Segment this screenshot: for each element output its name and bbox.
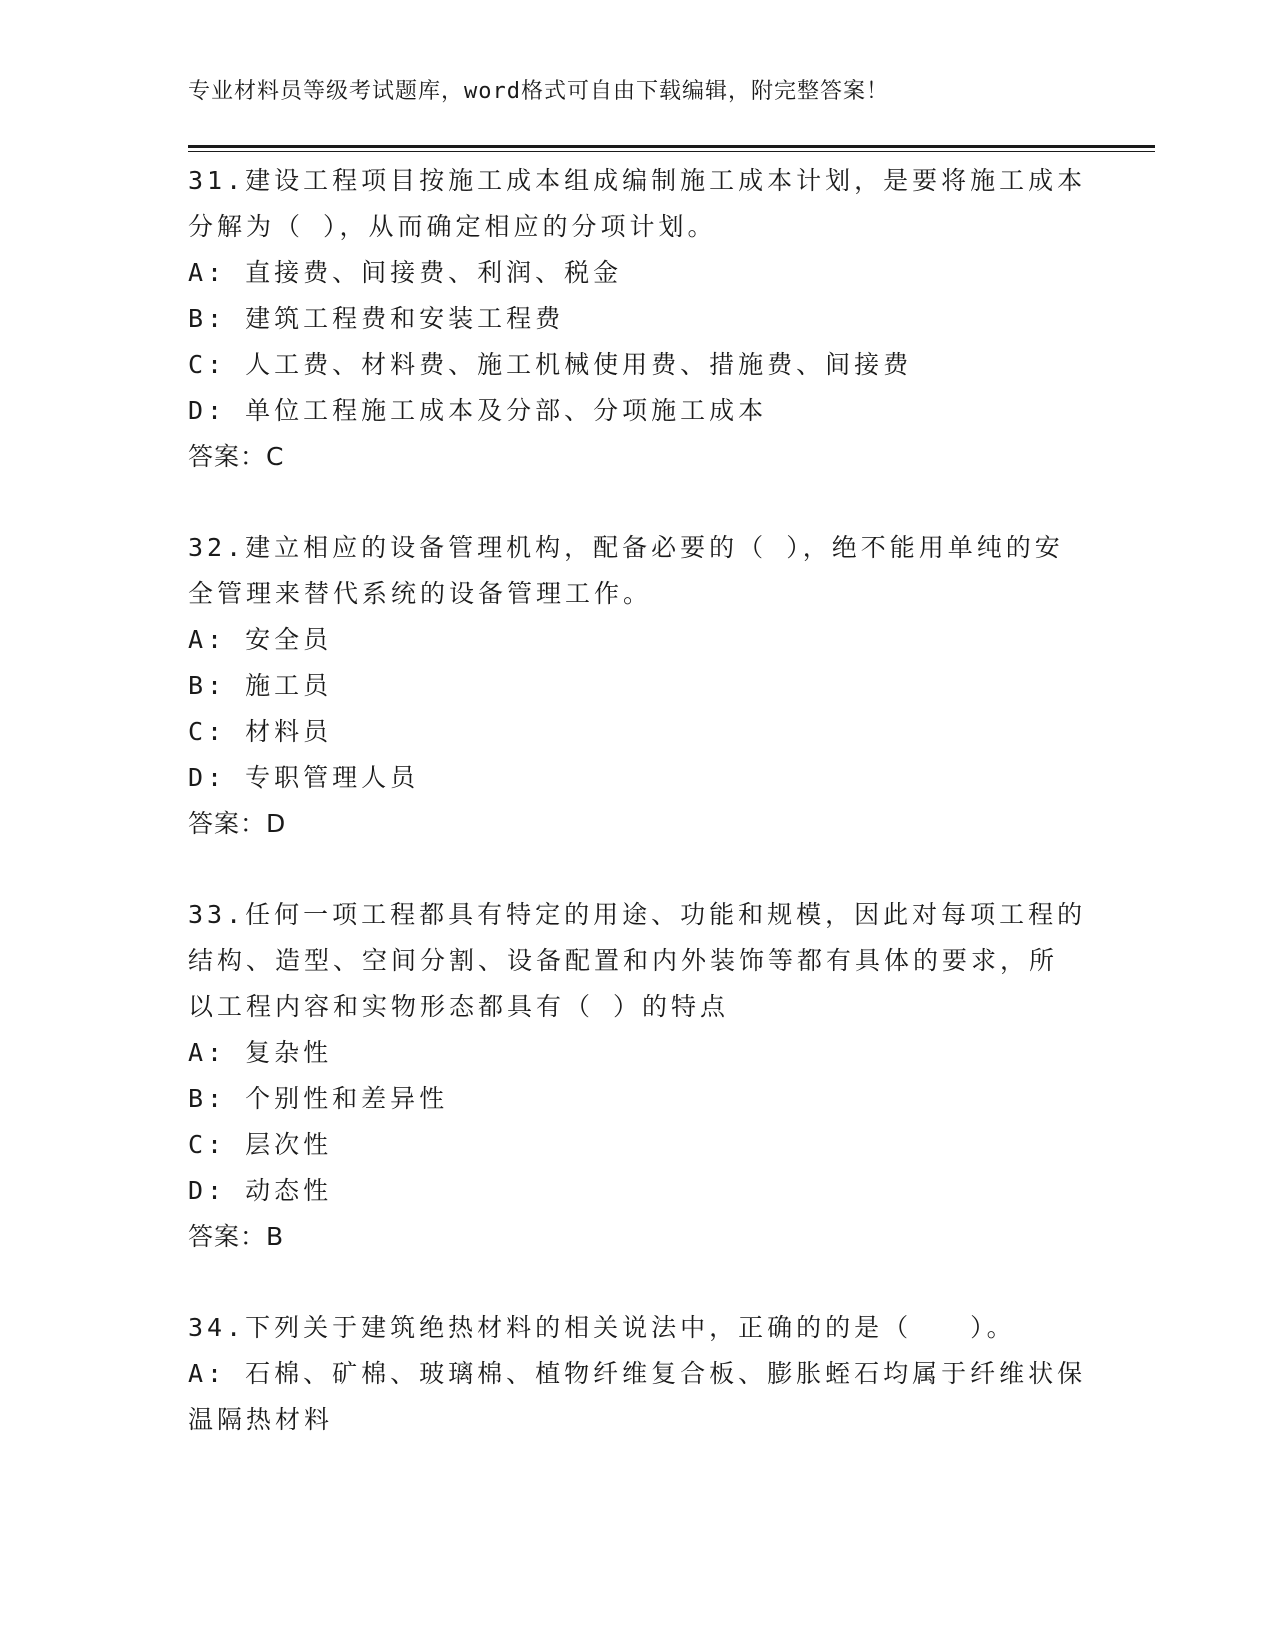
answer: 答案：C [188, 442, 285, 471]
question-stem: 全管理来替代系统的设备管理工作。 [188, 579, 653, 608]
option-a: A: 安全员 [188, 625, 333, 654]
option-d: D: 专职管理人员 [188, 763, 420, 792]
question-34 [188, 1305, 1087, 1443]
option-d: D: 动态性 [188, 1176, 333, 1205]
answer: 答案：B [188, 1222, 285, 1251]
header-rule-thick [188, 145, 1155, 148]
question-31 [188, 158, 1087, 480]
question-33 [188, 892, 1087, 1260]
option-a: A: 复杂性 [188, 1038, 333, 1067]
question-32 [188, 525, 1078, 847]
option-b: B: 建筑工程费和安装工程费 [188, 304, 565, 333]
option-a: A: 直接费、间接费、利润、税金 [188, 258, 623, 287]
question-stem: 以工程内容和实物形态都具有（ ）的特点 [188, 992, 730, 1021]
option-a-continued: 温隔热材料 [188, 1405, 334, 1434]
option-c: C: 层次性 [188, 1130, 333, 1159]
question-stem: 34.下列关于建筑绝热材料的相关说法中，正确的的是（ ）。 [188, 1313, 1016, 1342]
question-stem: 31.建设工程项目按施工成本组成编制施工成本计划，是要将施工成本 [188, 166, 1087, 195]
option-d: D: 单位工程施工成本及分部、分项施工成本 [188, 396, 768, 425]
header-rule-thin [188, 151, 1155, 152]
answer: 答案：D [188, 809, 287, 838]
option-c: C: 人工费、材料费、施工机械使用费、措施费、间接费 [188, 350, 913, 379]
question-stem: 33.任何一项工程都具有特定的用途、功能和规模，因此对每项工程的 [188, 900, 1087, 929]
question-list [188, 158, 1087, 1488]
question-stem: 32.建立相应的设备管理机构，配备必要的（ ），绝不能用单纯的安 [188, 533, 1064, 562]
option-b: B: 施工员 [188, 671, 333, 700]
option-c: C: 材料员 [188, 717, 333, 746]
option-a: A: 石棉、矿棉、玻璃棉、植物纤维复合板、膨胀蛭石均属于纤维状保 [188, 1359, 1087, 1388]
option-b: B: 个别性和差异性 [188, 1084, 449, 1113]
question-stem: 结构、造型、空间分割、设备配置和内外装饰等都有具体的要求，所 [188, 946, 1059, 975]
page-header: 专业材料员等级考试题库，word格式可自由下载编辑，附完整答案！ [188, 79, 889, 104]
question-stem: 分解为（ ），从而确定相应的分项计划。 [188, 212, 717, 241]
